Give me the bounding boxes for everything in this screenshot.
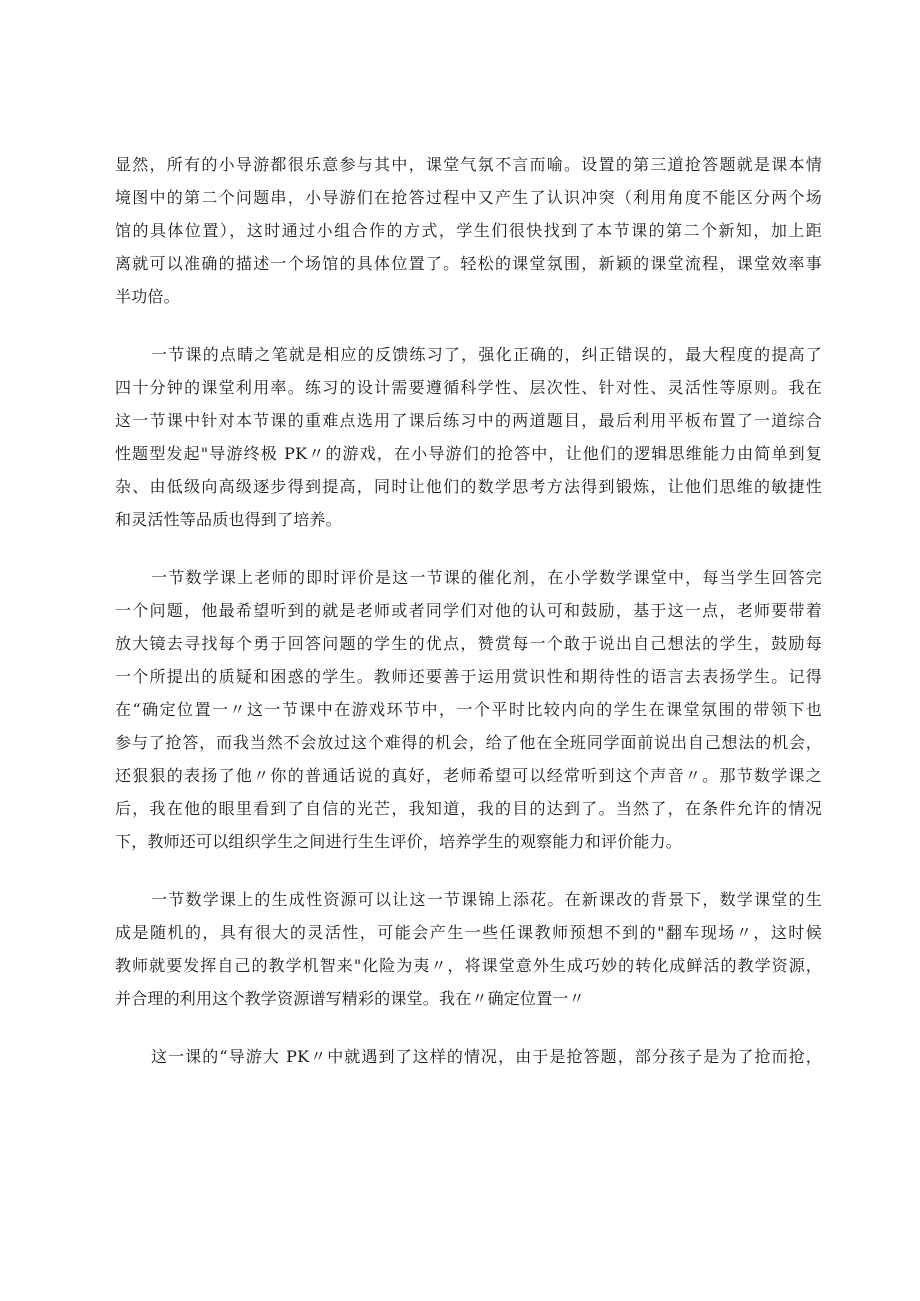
paragraph-gap [115,313,822,338]
text-line: 并合理的利用这个教学资源谱写精彩的课堂。我在〃确定位置一〃 [115,989,585,1008]
text-line: 这一课的“导游大 PK〃中就遇到了这样的情况，由于是抢答题，部分孩子是为了抢而抢， [151,1047,822,1066]
text-line: 在“确定位置一〃这一节课中在游戏环节中，一个平时比较内向的学生在课堂氛围的带领下也 [115,700,822,719]
text-line: 放大镜去寻找每个勇于回答问题的学生的优点，赞赏每一个敢于说出自己想法的学生，鼓励每 [115,634,822,653]
paragraph-gap [115,536,822,561]
paragraph-3 [115,561,822,858]
text-line: 一个所提出的质疑和困惑的学生。教师还要善于运用赏识性和期待性的语言去表扬学生。记得 [115,667,822,686]
document-body [115,148,822,1073]
text-line: 一节数学课上老师的即时评价是这一节课的催化剂，在小学数学课堂中，每当学生回答完 [151,568,822,587]
text-line: 还狠狠的表扬了他〃你的普通话说的真好，老师希望可以经常听到这个声音〃。那节数学课之 [115,766,822,785]
text-line: 后，我在他的眼里看到了自信的光芒，我知道，我的目的达到了。当然了，在条件允许的情况 [115,799,822,818]
text-line: 显然，所有的小导游都很乐意参与其中，课堂气氛不言而喻。设置的第三道抢答题就是课本情 [115,155,822,174]
text-line: 一节课的点睛之笔就是相应的反馈练习了，强化正确的，纠正错误的，最大程度的提高了 [151,345,822,364]
text-line: 性题型发起"导游终极 PK〃的游戏，在小导游们的抢答中，让他们的逻辑思维能力由简单到复 [115,444,822,463]
paragraph-5 [115,1040,822,1073]
text-line: 教师就要发挥自己的教学机智来"化险为夷〃，将课堂意外生成巧妙的转化成鲜活的教学资源， [115,956,822,975]
text-line: 成是随机的，具有很大的灵活性，可能会产生一些任课教师预想不到的"翻车现场〃，这时候 [115,923,822,942]
text-line: 境图中的第二个问题串，小导游们在抢答过程中又产生了认识冲突（利用角度不能区分两个场 [115,188,822,207]
text-line: 四十分钟的课堂利用率。练习的设计需要遵循科学性、层次性、针对性、灵活性等原则。我在 [115,378,822,397]
paragraph-gap [115,858,822,883]
text-line: 和灵活性等品质也得到了培养。 [115,510,342,529]
paragraph-4 [115,883,822,1015]
text-line: 杂、由低级向高级逐步得到提高，同时让他们的数学思考方法得到锻炼，让他们思维的敏捷性 [115,477,822,496]
text-line: 馆的具体位置），这时通过小组合作的方式，学生们很快找到了本节课的第二个新知，加上距 [115,221,822,240]
text-line: 这一节课中针对本节课的重难点选用了课后练习中的两道题目，最后利用平板布置了一道综合 [115,411,822,430]
text-line: 一个问题，他最希望听到的就是老师或者同学们对他的认可和鼓励，基于这一点，老师要带着 [115,601,822,620]
paragraph-2 [115,338,822,536]
text-line: 下，教师还可以组织学生之间进行生生评价，培养学生的观察能力和评价能力。 [115,832,683,851]
paragraph-1 [115,148,822,313]
text-line: 一节数学课上的生成性资源可以让这一节课锦上添花。在新课改的背景下，数学课堂的生 [151,890,822,909]
text-line: 离就可以准确的描述一个场馆的具体位置了。轻松的课堂氛围，新颖的课堂流程，课堂效率事 [115,254,822,273]
text-line: 半功倍。 [115,287,180,306]
text-line: 参与了抢答，而我当然不会放过这个难得的机会，给了他在全班同学面前说出自己想法的机会， [115,733,822,752]
paragraph-gap [115,1015,822,1040]
